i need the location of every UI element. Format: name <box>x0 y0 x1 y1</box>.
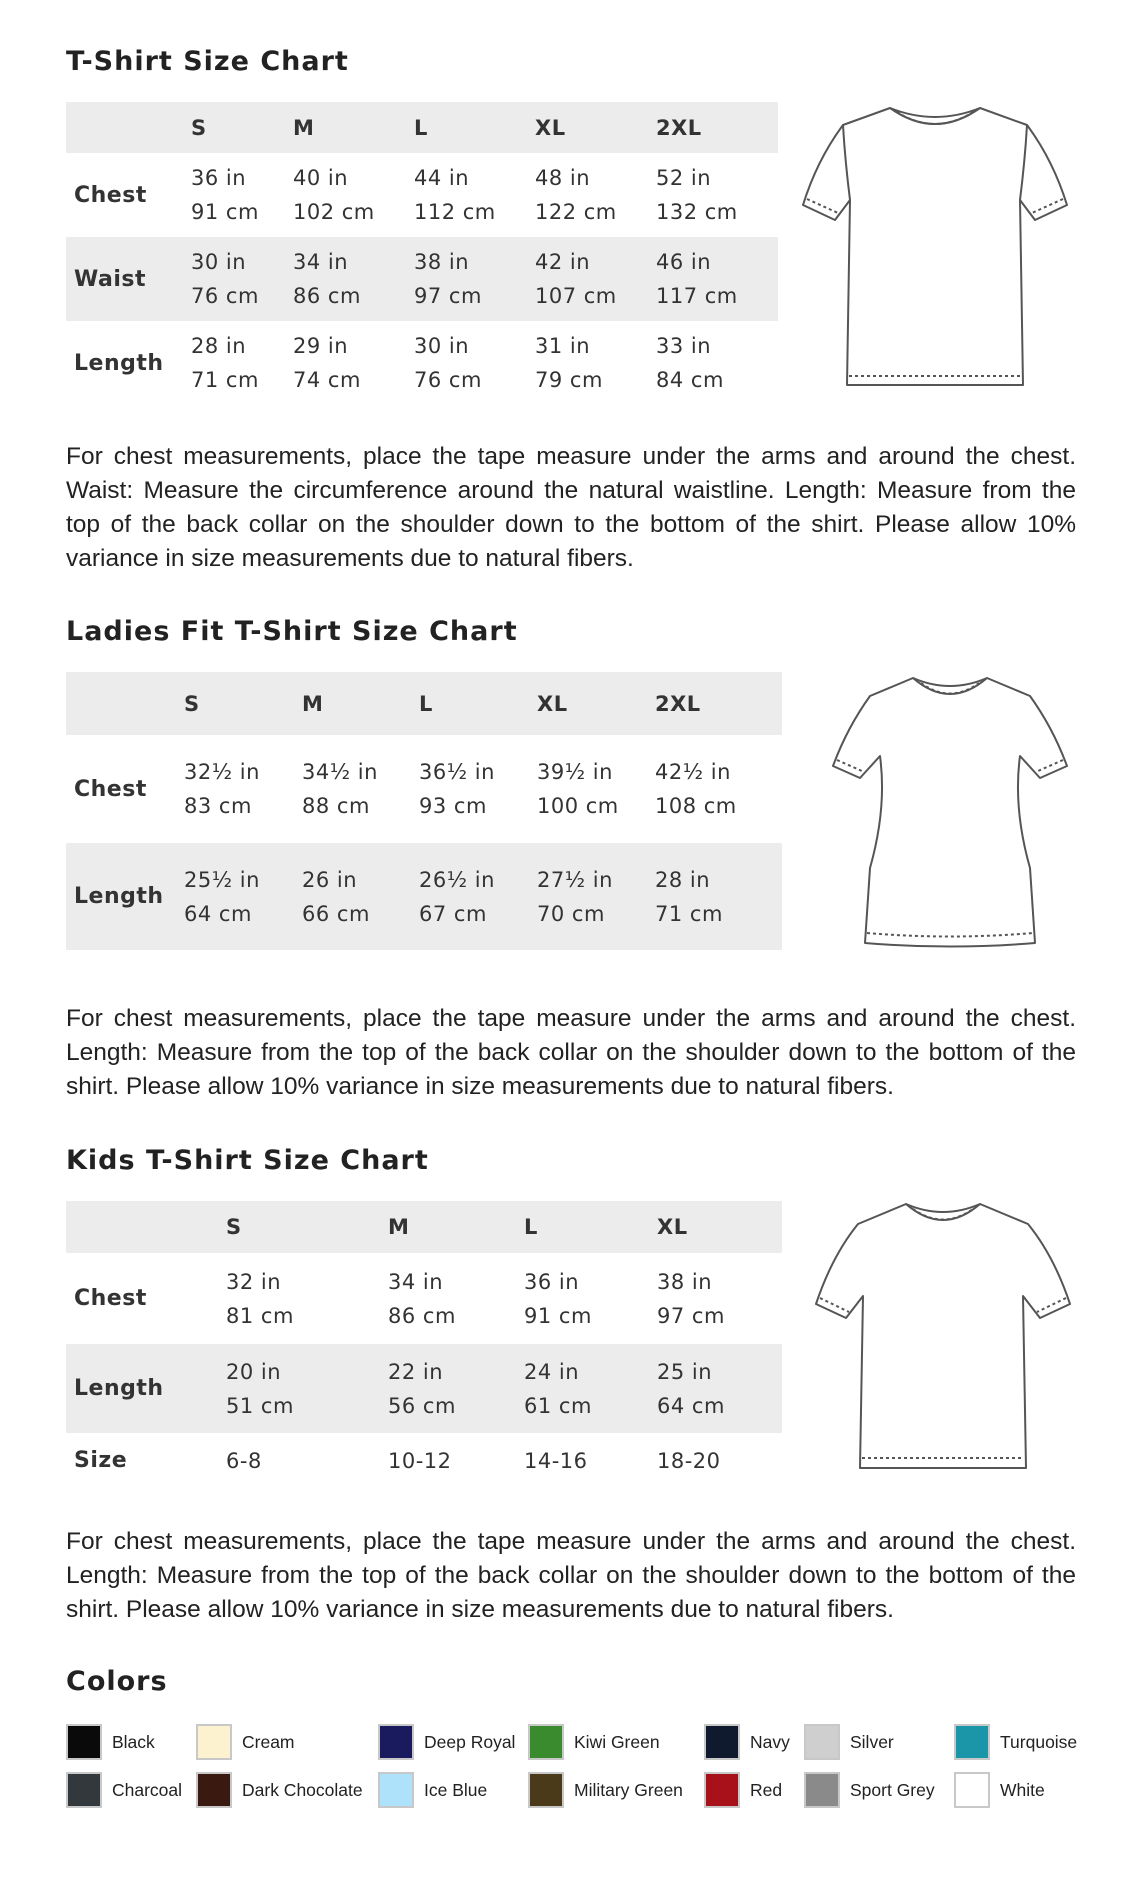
tshirt-size-table <box>66 102 778 405</box>
color-option[interactable] <box>804 1722 894 1762</box>
table-cell: 34½ in 88 cm <box>302 760 378 818</box>
table-cell: 14-16 <box>524 1448 588 1473</box>
color-label: Sport Grey <box>850 1779 935 1800</box>
row-label: Length <box>74 350 164 376</box>
table-row <box>66 735 782 843</box>
color-swatch <box>954 1724 990 1760</box>
size-header: 2XL <box>655 691 701 716</box>
tshirt-chart-title: T-Shirt Size Chart <box>66 46 349 77</box>
table-header-row <box>66 672 782 735</box>
color-swatch <box>704 1724 740 1760</box>
color-swatch <box>66 1772 102 1808</box>
kids-tshirt-illustration <box>808 1196 1078 1476</box>
size-header: S <box>226 1215 242 1239</box>
color-option[interactable] <box>954 1770 1045 1810</box>
color-option[interactable] <box>804 1770 935 1810</box>
size-header: XL <box>657 1215 688 1239</box>
color-label: Navy <box>750 1731 790 1752</box>
color-label: Deep Royal <box>424 1731 516 1752</box>
table-row <box>66 1344 782 1433</box>
color-option[interactable] <box>704 1722 790 1762</box>
row-label: Waist <box>74 266 146 292</box>
size-header: L <box>524 1215 538 1239</box>
table-row <box>66 153 778 237</box>
table-cell: 48 in 122 cm <box>535 166 617 224</box>
table-cell: 6-8 <box>226 1448 262 1473</box>
color-swatch-grid <box>66 1722 1086 1832</box>
color-label: Military Green <box>574 1779 683 1800</box>
color-label: Ice Blue <box>424 1779 488 1800</box>
color-swatch <box>954 1772 990 1808</box>
color-swatch <box>804 1724 840 1760</box>
color-swatch <box>528 1724 564 1760</box>
table-cell: 40 in 102 cm <box>293 166 375 224</box>
color-swatch <box>704 1772 740 1808</box>
table-cell: 39½ in 100 cm <box>537 760 619 818</box>
table-cell: 26½ in 67 cm <box>419 867 495 926</box>
table-cell: 46 in 117 cm <box>656 250 738 308</box>
table-cell: 29 in 74 cm <box>293 334 361 392</box>
color-option[interactable] <box>378 1770 487 1810</box>
color-label: Silver <box>850 1731 894 1752</box>
table-row <box>66 1253 782 1344</box>
size-header: L <box>419 691 433 716</box>
color-label: Red <box>750 1779 783 1800</box>
table-cell: 34 in 86 cm <box>293 250 361 308</box>
size-header: L <box>414 115 428 140</box>
color-label: Cream <box>242 1731 295 1752</box>
table-row <box>66 321 778 405</box>
table-cell: 38 in 97 cm <box>657 1269 725 1328</box>
table-cell: 18-20 <box>657 1448 721 1473</box>
table-cell: 24 in 61 cm <box>524 1359 592 1418</box>
size-header: M <box>388 1215 410 1239</box>
row-label: Size <box>74 1448 128 1473</box>
table-cell: 38 in 97 cm <box>414 250 482 308</box>
table-cell: 26 in 66 cm <box>302 867 370 926</box>
colors-title: Colors <box>66 1666 168 1697</box>
table-cell: 36 in 91 cm <box>524 1269 592 1328</box>
table-cell: 30 in 76 cm <box>414 334 482 392</box>
size-header: XL <box>537 691 568 716</box>
table-cell: 28 in 71 cm <box>655 867 723 926</box>
row-label: Length <box>74 1376 164 1401</box>
color-option[interactable] <box>378 1722 515 1762</box>
table-row <box>66 1433 782 1488</box>
ladies-tshirt-illustration <box>825 668 1075 953</box>
color-swatch <box>804 1772 840 1808</box>
table-cell: 52 in 132 cm <box>656 166 738 224</box>
tshirt-description: For chest measurements, place the tape measure under the arms and around the chest. Waist: Measure the circumference around the natural waistline. Length: Measure from the top of the back collar on the shoulder down to the bottom of the shirt. Please allow 10% variance in size measurements due to natural fibers. <box>66 443 1076 572</box>
table-cell: 42 in 107 cm <box>535 250 617 308</box>
table-row <box>66 843 782 950</box>
table-cell: 30 in 76 cm <box>191 250 259 308</box>
table-cell: 34 in 86 cm <box>388 1269 456 1328</box>
color-option[interactable] <box>528 1770 683 1810</box>
size-header: XL <box>535 115 566 140</box>
table-cell: 36½ in 93 cm <box>419 760 495 818</box>
kids-description: For chest measurements, place the tape measure under the arms and around the chest. Length: Measure from the top of the back collar on the shoulder down to the bottom of the shirt. Please allow 10% variance in size measurements due to natural fibers. <box>66 1528 1076 1623</box>
table-header-row <box>66 102 778 153</box>
table-cell: 20 in 51 cm <box>226 1359 294 1418</box>
table-row <box>66 237 778 321</box>
size-header: S <box>184 691 200 716</box>
table-cell: 32½ in 83 cm <box>184 760 260 818</box>
table-cell: 36 in 91 cm <box>191 166 259 224</box>
size-header: 2XL <box>656 115 702 140</box>
color-option[interactable] <box>196 1722 295 1762</box>
table-cell: 31 in 79 cm <box>535 334 603 392</box>
color-swatch <box>196 1772 232 1808</box>
ladies-size-table <box>66 672 782 950</box>
row-label: Chest <box>74 776 147 802</box>
table-cell: 22 in 56 cm <box>388 1359 456 1418</box>
color-option[interactable] <box>66 1770 182 1810</box>
color-swatch <box>378 1724 414 1760</box>
table-cell: 25½ in 64 cm <box>184 867 260 926</box>
tshirt-illustration <box>795 100 1075 390</box>
table-corner <box>66 672 184 735</box>
table-cell: 33 in 84 cm <box>656 334 724 392</box>
color-option[interactable] <box>66 1722 155 1762</box>
ladies-chart-title: Ladies Fit T-Shirt Size Chart <box>66 616 518 647</box>
color-label: Dark Chocolate <box>242 1779 363 1800</box>
color-label: Black <box>112 1731 155 1752</box>
table-cell: 32 in 81 cm <box>226 1269 294 1328</box>
color-label: White <box>1000 1779 1045 1800</box>
table-cell: 10-12 <box>388 1448 452 1473</box>
color-option[interactable] <box>954 1722 1077 1762</box>
size-header: M <box>293 115 315 140</box>
size-header: S <box>191 115 207 140</box>
color-label: Turquoise <box>1000 1731 1078 1752</box>
table-cell: 27½ in 70 cm <box>537 867 613 926</box>
kids-size-table <box>66 1201 782 1488</box>
row-label: Chest <box>74 182 147 208</box>
color-option[interactable] <box>704 1770 782 1810</box>
color-swatch <box>528 1772 564 1808</box>
color-swatch <box>196 1724 232 1760</box>
kids-chart-title: Kids T-Shirt Size Chart <box>66 1145 429 1176</box>
color-swatch <box>378 1772 414 1808</box>
table-cell: 42½ in 108 cm <box>655 760 737 818</box>
color-label: Kiwi Green <box>574 1731 660 1752</box>
table-cell: 28 in 71 cm <box>191 334 259 392</box>
table-cell: 25 in 64 cm <box>657 1359 725 1418</box>
table-corner <box>66 1201 226 1253</box>
color-swatch <box>66 1724 102 1760</box>
row-label: Length <box>74 884 164 909</box>
color-option[interactable] <box>528 1722 660 1762</box>
ladies-description: For chest measurements, place the tape measure under the arms and around the chest. Length: Measure from the top of the back collar on the shoulder down to the bottom of the shirt. Please allow 10% variance in size measurements due to natural fibers. <box>66 1005 1076 1100</box>
row-label: Chest <box>74 1286 147 1311</box>
table-cell: 44 in 112 cm <box>414 166 496 224</box>
color-label: Charcoal <box>112 1779 183 1800</box>
table-header-row <box>66 1201 782 1253</box>
size-header: M <box>302 691 324 716</box>
table-corner <box>66 102 191 153</box>
color-option[interactable] <box>196 1770 363 1810</box>
